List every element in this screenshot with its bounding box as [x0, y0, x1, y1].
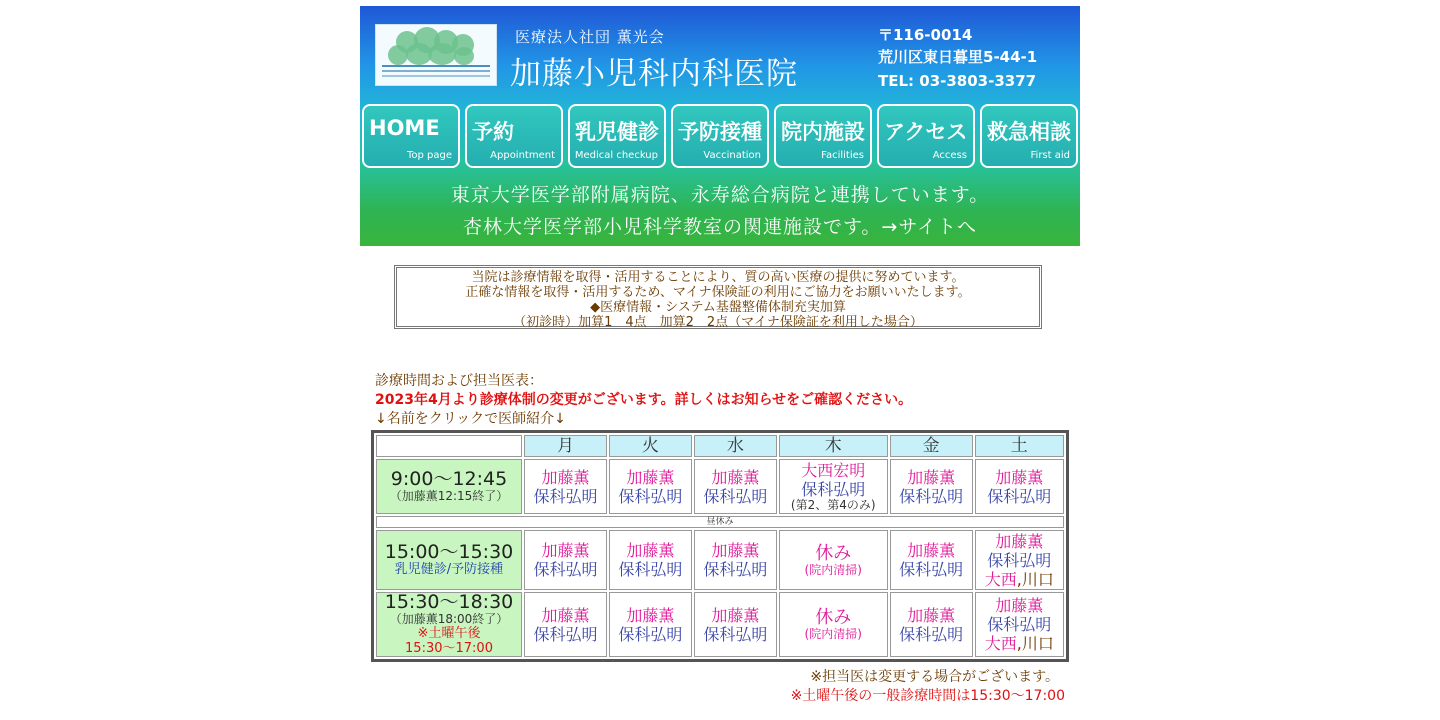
doctor-cell [694, 592, 777, 657]
schedule-hint: ↓名前をクリックで医師紹介↓ [375, 411, 566, 427]
doctor-link[interactable]: ,川口 [1016, 634, 1054, 653]
nav-appointment-button[interactable] [465, 104, 563, 168]
notice-line: ◆医療情報・システム基盤整備体制充実加算 [590, 300, 846, 315]
notice-line: （初診時）加算1 4点 加算2 2点（マイナ保険証を利用した場合） [513, 315, 923, 330]
doctor-cell [890, 459, 973, 514]
doctor-link[interactable]: 保科弘明 [899, 486, 964, 506]
page-wrapper [360, 6, 1080, 704]
day-header: 金 [890, 435, 973, 457]
doctor-link[interactable]: 加藤薫 [995, 467, 1044, 487]
time-range: 15:30～18:30 [384, 591, 514, 613]
nav-vaccination-button[interactable] [671, 104, 769, 168]
schedule-heading [375, 372, 912, 429]
tree-logo-icon[interactable] [375, 24, 497, 86]
morning-row [376, 459, 1064, 514]
doctor-link[interactable]: 保科弘明 [987, 550, 1052, 570]
nav-sublabel: Facilities [821, 150, 864, 161]
doctor-cell [609, 459, 692, 514]
saturday-time: 15:30～17:00 [405, 641, 493, 656]
doctor-link[interactable]: 保科弘明 [703, 624, 768, 644]
postal-code: 〒116-0014 [878, 26, 973, 44]
site-header [360, 6, 1080, 246]
schedule-alert: 2023年4月より診療体制の変更がございます。詳しくはお知らせをご確認ください。 [375, 392, 913, 408]
afternoon-row-1 [376, 530, 1064, 590]
nav-label: 乳児健診 [575, 120, 659, 144]
saturday-label: ※土曜午後 [417, 626, 481, 641]
doctor-link[interactable]: 大西 [984, 634, 1017, 653]
doctor-link[interactable]: 保科弘明 [533, 486, 598, 506]
closed-note: (院内清掃) [804, 627, 862, 641]
doctor-link[interactable]: 加藤薫 [541, 467, 590, 487]
schedule-table [371, 430, 1069, 662]
nav-label: アクセス [884, 120, 968, 144]
nav-checkup-button[interactable] [568, 104, 666, 168]
doctor-link[interactable]: 保科弘明 [703, 486, 768, 506]
closed-cell [779, 592, 888, 657]
doctor-note: (第2、第4のみ) [790, 498, 876, 512]
doctor-link[interactable]: 保科弘明 [533, 560, 598, 579]
nav-label: HOME [369, 116, 440, 140]
nav-sublabel: Access [932, 150, 967, 161]
organization-name: 医療法人社団 薫光会 [515, 28, 665, 46]
doctor-link[interactable]: 加藤薫 [711, 605, 760, 625]
doctor-link[interactable]: 加藤薫 [711, 467, 760, 487]
doctor-link[interactable]: 加藤薫 [541, 541, 590, 560]
notice-line: 当院は診療情報を取得・活用することにより、質の高い医療の提供に努めています。 [471, 270, 965, 285]
day-header: 木 [779, 435, 888, 457]
doctor-link[interactable]: 保科弘明 [618, 624, 683, 644]
afternoon-row-2 [376, 592, 1064, 657]
doctor-link[interactable]: 大西 [984, 569, 1017, 589]
time-range: 9:00～12:45 [390, 468, 508, 490]
corner-cell [376, 435, 522, 457]
nav-facilities-button[interactable] [774, 104, 872, 168]
doctor-link[interactable]: 保科弘明 [899, 624, 964, 644]
nav-access-button[interactable] [877, 104, 975, 168]
doctor-cell [694, 459, 777, 514]
lunch-row [376, 516, 1064, 528]
doctor-link[interactable]: 加藤薫 [541, 605, 590, 625]
nav-first-aid-button[interactable] [980, 104, 1078, 168]
doctor-link[interactable]: 加藤薫 [626, 467, 675, 487]
doctor-cell [524, 530, 607, 590]
doctor-link[interactable]: 加藤薫 [907, 605, 956, 625]
street-address: 荒川区東日暮里5-44-1 [878, 48, 1038, 66]
day-header: 水 [694, 435, 777, 457]
nav-label: 院内施設 [781, 120, 865, 144]
main-navigation [362, 104, 1078, 170]
doctor-cell [975, 530, 1064, 590]
day-header: 月 [524, 435, 607, 457]
doctor-link[interactable]: 保科弘明 [987, 486, 1052, 506]
time-note: 乳児健診/予防接種 [394, 562, 504, 577]
doctor-link[interactable]: 加藤薫 [995, 531, 1044, 551]
doctor-link[interactable]: ,川口 [1016, 569, 1054, 589]
doctor-link[interactable]: 加藤薫 [626, 605, 675, 625]
nav-sublabel: First aid [1030, 150, 1070, 161]
doctor-cell [524, 459, 607, 514]
doctor-link[interactable]: 加藤薫 [907, 541, 956, 560]
affiliation-line: 東京大学医学部附属病院、永寿総合病院と連携しています。 [450, 184, 990, 206]
nav-sublabel: Medical checkup [574, 150, 658, 161]
clinic-address [878, 24, 1037, 92]
doctor-link[interactable]: 保科弘明 [899, 560, 964, 579]
schedule-title: 診療時間および担当医表： [375, 373, 543, 389]
closed-label: 休み [815, 542, 852, 564]
doctor-pair [976, 634, 1063, 653]
doctor-link[interactable]: 保科弘明 [987, 615, 1052, 634]
nav-label: 予防接種 [678, 120, 762, 144]
doctor-cell [975, 592, 1064, 657]
schedule-footnote: ※担当医は変更する場合がございます。 [810, 669, 1059, 685]
closed-note: (院内清掃) [804, 562, 862, 577]
lunch-cell: 昼休み [376, 516, 1064, 528]
day-header: 土 [975, 435, 1064, 457]
doctor-link[interactable]: 加藤薫 [995, 596, 1044, 615]
saturday-footnote: ※土曜午後の一般診療時間は15:30～17:00 [790, 688, 1065, 704]
time-cell [376, 459, 522, 514]
doctor-cell [890, 530, 973, 590]
doctor-cell [694, 530, 777, 590]
doctor-link[interactable]: 大西宏明 [801, 461, 866, 480]
day-header: 火 [609, 435, 692, 457]
doctor-cell [524, 592, 607, 657]
nav-label: 予約 [472, 120, 514, 144]
doctor-cell [890, 592, 973, 657]
doctor-link[interactable]: 保科弘明 [618, 560, 683, 579]
doctor-link[interactable]: 保科弘明 [801, 480, 866, 499]
telephone: TEL: 03-3803-3377 [878, 72, 1037, 90]
time-cell [376, 592, 522, 657]
affiliation-site-link[interactable]: 杏林大学医学部小児科学教室の関連施設です。→サイトへ [462, 216, 978, 238]
doctor-link[interactable]: 加藤薫 [626, 541, 675, 560]
clinic-name: 加藤小児科内科医院 [510, 56, 798, 92]
closed-cell [779, 530, 888, 590]
doctor-link[interactable]: 保科弘明 [703, 560, 768, 579]
doctor-link[interactable]: 加藤薫 [907, 467, 956, 487]
doctor-cell [609, 592, 692, 657]
time-note: （加藤薫12:15終了） [389, 489, 509, 503]
time-range: 15:00～15:30 [384, 541, 514, 563]
doctor-cell [609, 530, 692, 590]
doctor-link[interactable]: 加藤薫 [711, 541, 760, 560]
doctor-pair [976, 570, 1063, 589]
my-number-notice [394, 265, 1042, 329]
nav-label: 救急相談 [987, 120, 1071, 144]
doctor-link[interactable]: 保科弘明 [618, 486, 683, 506]
closed-label: 休み [815, 607, 852, 628]
doctor-cell [779, 459, 888, 514]
notice-line: 正確な情報を取得・活用するため、マイナ保険証の利用にご協力をお願いいたします。 [465, 285, 971, 300]
time-note: （加藤薫18:00終了） [389, 612, 509, 626]
day-header-row [376, 435, 1064, 457]
time-cell [376, 530, 522, 590]
nav-sublabel: Top page [406, 150, 452, 161]
doctor-cell [975, 459, 1064, 514]
nav-home-button[interactable] [362, 104, 460, 168]
doctor-link[interactable]: 保科弘明 [533, 624, 598, 644]
nav-sublabel: Appointment [490, 150, 555, 161]
nav-sublabel: Vaccination [703, 150, 761, 161]
